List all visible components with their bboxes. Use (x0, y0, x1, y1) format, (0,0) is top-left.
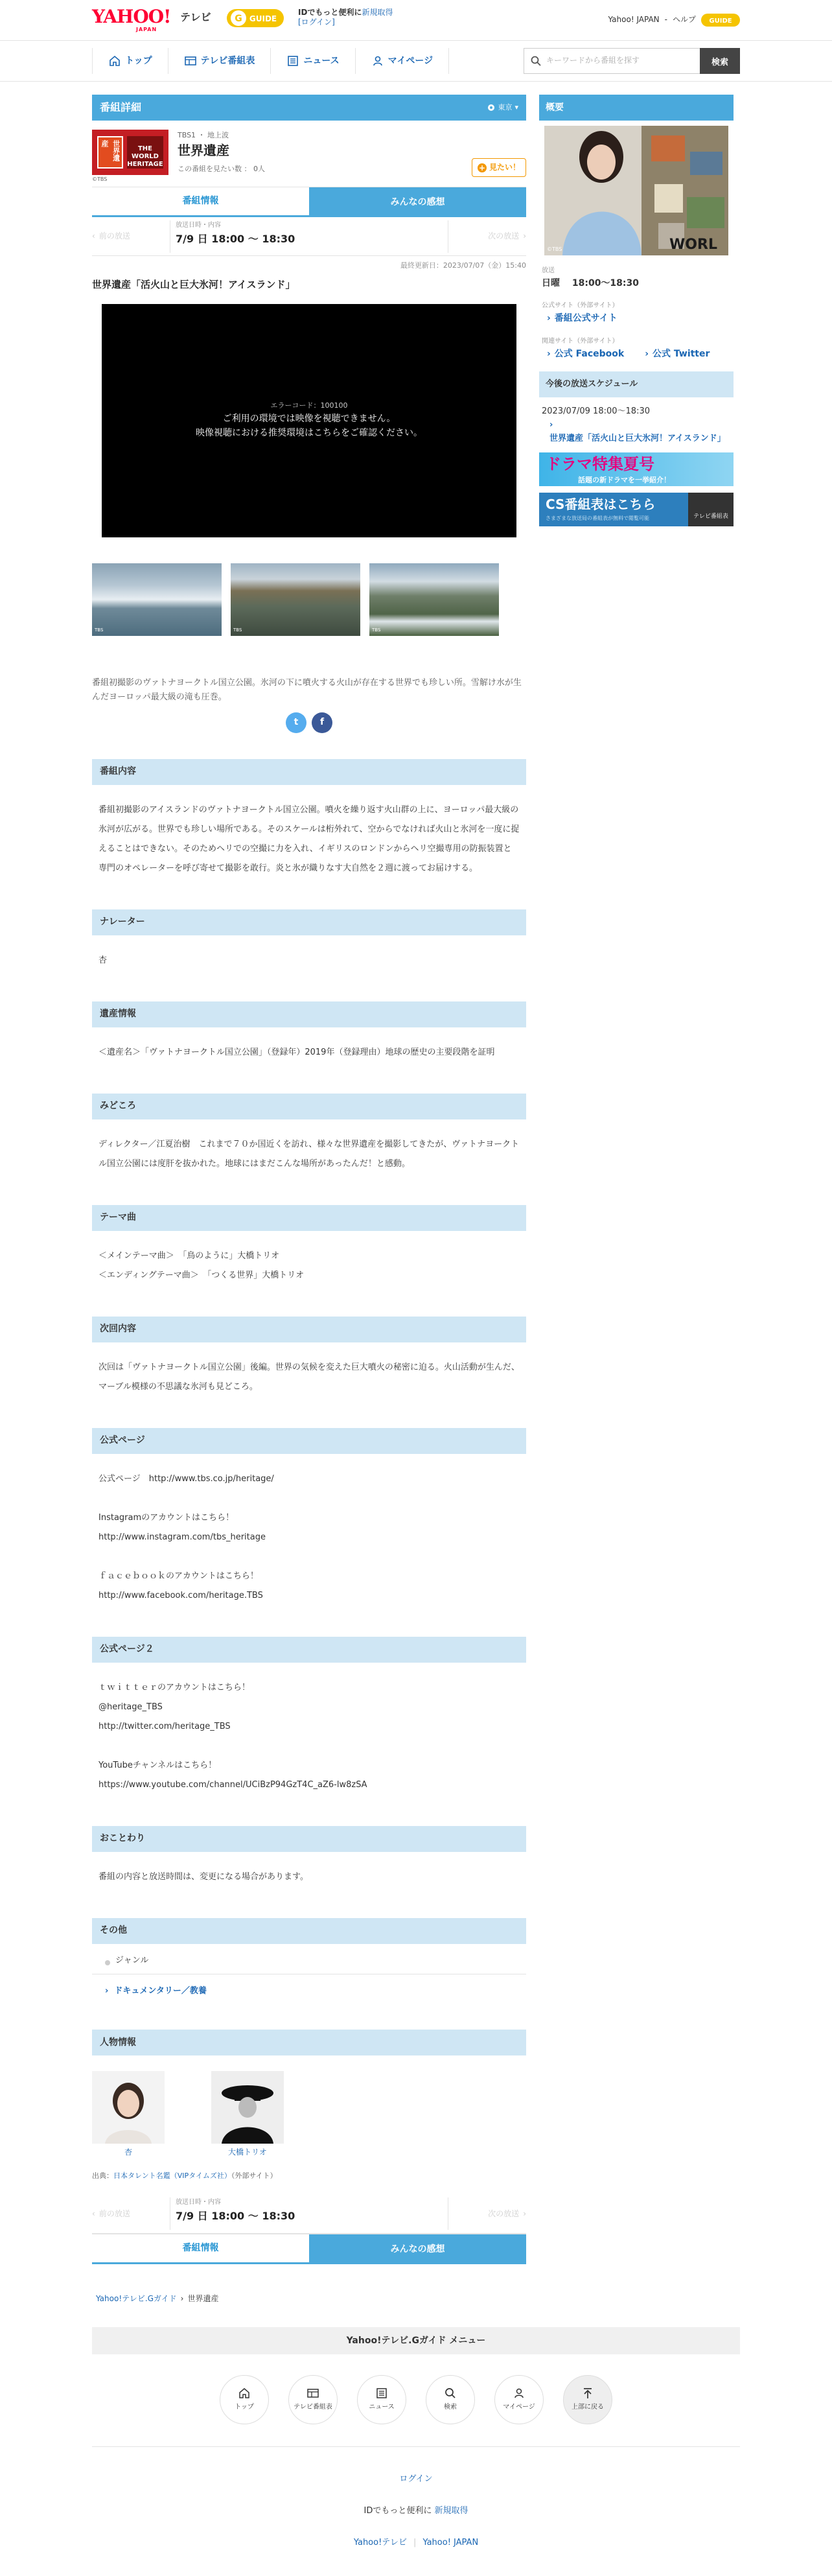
people-list (92, 2071, 526, 2159)
footer-menu-news[interactable]: ニュース (357, 2375, 406, 2424)
footer-menu (92, 2375, 740, 2424)
photo-copyright: ©TBS (547, 246, 562, 253)
banner-title: ドラマ特集夏号 (546, 454, 654, 473)
program-tabs (92, 187, 526, 217)
search-input[interactable] (524, 48, 700, 74)
id-promo (298, 8, 393, 27)
player-error-line2[interactable]: 映像視聴における推奨環境はこちらをご確認ください。 (196, 428, 422, 439)
footer-yahoo-japan-link[interactable]: Yahoo! JAPAN (422, 2537, 479, 2547)
tab-program-info[interactable]: 番組情報 (92, 2234, 309, 2264)
detail-heading: 公式ページ２ (92, 1637, 526, 1663)
person-portrait (92, 2071, 165, 2144)
photo-waterfall[interactable] (369, 563, 499, 636)
footer-login-link[interactable]: ログイン (399, 2474, 433, 2485)
svg-text:G: G (235, 14, 242, 24)
footer-signup-link[interactable]: 新規取得 (434, 2505, 468, 2516)
separator: - (664, 15, 667, 25)
svg-text:WORL: WORL (669, 237, 717, 253)
tv-schedule-icon (306, 2387, 319, 2400)
nav-label: トップ (125, 55, 152, 66)
person-name[interactable]: 大橋トリオ (228, 2148, 267, 2157)
photo-gallery (92, 563, 526, 636)
detail-body: ディレクター／江夏治樹 これまで７０か国近くを訪れ、様々な世界遺産を撮影してきたが、ヴァトナヨークトル国立公園には度肝を抜かれた。地球にはまだこんな場所があったんだ！と感動。 (98, 1139, 520, 1169)
footer-separator: | (413, 2537, 417, 2547)
source-suffix: （外部サイト） (231, 2172, 277, 2181)
sidebar-heading: 概要 (539, 95, 734, 121)
last-updated: 最終更新日：2023/07/07（金）15:40 (400, 261, 526, 270)
section-title: 番組詳細 (100, 101, 142, 114)
search-icon (444, 2387, 457, 2400)
prev-label: 前の放送 (98, 231, 130, 240)
news-icon (286, 54, 299, 67)
next-broadcast[interactable] (448, 2208, 526, 2220)
nav-mypage[interactable] (356, 48, 449, 74)
cs-schedule-banner[interactable] (539, 493, 734, 526)
source-link[interactable]: 日本タレント名鑑（VIPタイムズ社） (113, 2172, 231, 2181)
thumb-text: THE WORLD HERITAGE (127, 136, 163, 169)
program-thumbnail (92, 130, 168, 183)
date-main: 7/9 日 18:00 〜 18:30 (176, 232, 295, 245)
player-error-code: エラーコード：100100 (270, 401, 348, 410)
facebook-share-button[interactable]: f (312, 712, 332, 733)
person-photo (92, 2071, 165, 2144)
detail-body: ＜メインテーマ曲＞ 「鳥のように」大橋トリオ ＜エンディングテーマ曲＞ 「つくる世界」大橋トリオ (98, 1250, 305, 1280)
prev-broadcast[interactable] (92, 230, 170, 242)
schedule-entry (539, 397, 734, 445)
detail-heading: 公式ページ (92, 1428, 526, 1454)
header-links (608, 12, 741, 29)
footer-menu-mypage[interactable]: マイページ (494, 2375, 544, 2424)
other-heading: その他 (92, 1918, 526, 1944)
tv-schedule-icon (184, 54, 197, 67)
footer-id-text: IDでもっと便利に (364, 2505, 432, 2516)
arrow-up-icon (581, 2387, 594, 2400)
detail-body: 番組初撮影のアイスランドのヴァトナヨークトル国立公園。噴火を繰り返す火山群の上に、ヨーロッパ最大級の氷河が広がる。世界でも珍しい場所である。そのスケールは桁外れて、空からでなければ火山と氷河を一度に捉えることはできない。そのためヘリでの空撮に力を入れ、イギリスのロンドンからヘリ空撮専用の防振装置と専門のオペレーターを呼び寄せて撮影を敢行。炎と氷が織りなす大自然を２週に渡ってお届けする。 (98, 804, 520, 873)
breadcrumb (92, 2293, 740, 2305)
nav-news[interactable] (271, 48, 355, 74)
detail-heading: 次回内容 (92, 1317, 526, 1342)
detail-heading: ナレーター (92, 909, 526, 935)
detail-heading: おことわり (92, 1826, 526, 1852)
video-player[interactable] (102, 304, 516, 537)
yahoo-logo[interactable]: YAHOO! (92, 6, 171, 27)
people-heading: 人物情報 (92, 2030, 526, 2055)
related-site-label: 関連サイト（外部サイト） (542, 337, 619, 345)
twitter-share-button[interactable]: t (286, 712, 306, 733)
footer-menu-search[interactable]: 検索 (426, 2375, 475, 2424)
next-broadcast[interactable] (448, 230, 526, 242)
g-guide-mark[interactable] (701, 12, 740, 29)
broadcast-date-bar-bottom (92, 2195, 526, 2234)
source-prefix: 出典： (92, 2172, 113, 2181)
broadcast-value: 日曜 18:00〜18:30 (542, 278, 640, 288)
banner-title: CS番組表はこちら (546, 496, 656, 512)
drama-banner[interactable] (539, 452, 734, 486)
user-icon (513, 2387, 526, 2400)
yahoo-japan-link[interactable]: Yahoo! JAPAN (608, 15, 660, 25)
breadcrumb-home[interactable]: Yahoo!テレビ.Gガイド (96, 2293, 177, 2303)
chevron-right-icon: › (523, 2208, 526, 2218)
date-small-label: 放送日時・内容 (176, 2199, 221, 2207)
chevron-right-icon: › (547, 348, 551, 359)
prev-broadcast[interactable] (92, 2208, 170, 2220)
chevron-right-icon: › (549, 419, 553, 430)
genre-link[interactable]: › ドキュメンタリー／教養 (105, 1986, 207, 1996)
want-label: 見たい！ (489, 163, 520, 172)
search-form (524, 48, 740, 74)
gear-icon (487, 104, 495, 111)
program-summary (92, 121, 526, 181)
chevron-right-icon: › (645, 348, 649, 359)
nav-label: マイページ (387, 55, 433, 66)
nav-tv-schedule[interactable] (168, 48, 272, 74)
detail-body: 公式ページ http://www.tbs.co.jp/heritage/ Instagramのアカウントはこちら！ http://www.instagram.com/tbs_heritage ｆａｃｅｂｏｏｋのアカウントはこちら！ http://www.facebook.com/heritage.TBS (98, 1473, 274, 1600)
tv-logo[interactable]: テレビ (180, 11, 211, 23)
site-footer (92, 2446, 740, 2557)
date-small-label: 放送日時・内容 (176, 221, 221, 229)
program-title: 世界遺産 (178, 142, 229, 158)
search-icon (531, 56, 541, 66)
breadcrumb-current: 世界遺産 (187, 2293, 219, 2303)
want-button[interactable] (472, 158, 526, 177)
detail-heading: 番組内容 (92, 759, 526, 785)
home-icon (108, 54, 121, 67)
g-guide-logo[interactable] (227, 8, 284, 29)
chevron-right-icon: › (523, 231, 526, 240)
prev-label: 前の放送 (98, 2208, 130, 2218)
episode-title: 世界遺産「活火山と巨大氷河！アイスランド」 (92, 278, 295, 290)
photo-river[interactable] (231, 563, 360, 636)
news-icon (375, 2387, 388, 2400)
twitter-link[interactable]: › 公式 Twitter (637, 347, 710, 361)
official-site-link[interactable]: › 番組公式サイト (539, 311, 734, 325)
chevron-left-icon: ‹ (92, 231, 95, 240)
breadcrumb-separator: › (180, 2293, 184, 2303)
region-selector[interactable] (487, 102, 518, 113)
main-nav (0, 40, 832, 82)
person-photo (211, 2071, 284, 2144)
main-content (92, 95, 740, 2264)
nav-label: テレビ番組表 (200, 55, 255, 66)
tab-comments[interactable]: みんなの感想 (309, 2234, 526, 2264)
detail-body: ｔｗｉｔｔｅｒのアカウントはこちら！ @heritage_TBS http://twitter.com/heritage_TBS YouTubeチャンネルはこちら！ https://www.youtube.com/channel/UCiBzP94GzT4C_aZ6-lw8zSA (98, 1682, 367, 1790)
detail-heading: テーマ曲 (92, 1205, 526, 1231)
banner-subtitle: さまざまな放送局の番組表が無料で閲覧可能 (546, 515, 649, 521)
person-portrait (211, 2071, 284, 2144)
next-label: 次の放送 (488, 231, 520, 240)
official-site-label: 公式サイト（外部サイト） (542, 302, 619, 310)
next-label: 次の放送 (488, 2208, 520, 2218)
photo-copyright: TBS (372, 627, 381, 633)
help-link[interactable]: ヘルプ (672, 15, 696, 25)
chevron-right-icon: › (105, 1986, 109, 1996)
detail-body: 番組の内容と放送時間は、変更になる場合があります。 (98, 1871, 308, 1882)
thumb-logo: 世界遺産 (97, 136, 123, 169)
search-placeholder: キーワードから番組を探す (546, 56, 640, 65)
facebook-link[interactable]: › 公式 Facebook (539, 347, 624, 361)
schedule-heading: 今後の放送スケジュール (539, 371, 734, 397)
detail-heading: 遺産情報 (92, 1001, 526, 1027)
tab-program-info[interactable]: 番組情報 (92, 187, 309, 217)
person-card[interactable] (211, 2071, 284, 2159)
detail-body: 杏 (98, 955, 108, 965)
detail-body: ＜遺産名＞「ヴァトナヨークトル国立公園」（登録年）2019年（登録理由）地球の歴史の主要段階を証明 (98, 1047, 495, 1057)
footer-yahoo-tv-link[interactable]: Yahoo!テレビ (353, 2537, 408, 2547)
svg-text:GUIDE: GUIDE (249, 14, 277, 23)
footer-menu-back-to-top[interactable]: 上部に戻る (563, 2375, 612, 2424)
program-intro: 番組初撮影のヴァトナヨークトル国立公園。氷河の下に噴火する火山が存在する世界でも珍しい所。雪解け水が生んだヨーロッパ最大級の滝も圧巻。 (92, 677, 522, 702)
channel-label: TBS1 ・ 地上波 (178, 131, 229, 139)
footer-menu-tv-schedule[interactable]: テレビ番組表 (288, 2375, 338, 2424)
player-error-line1: ご利用の環境では映像を視聴できません。 (222, 414, 396, 424)
share-buttons (92, 712, 526, 733)
chevron-right-icon: › (547, 313, 551, 324)
broadcast-date-bar (92, 217, 526, 256)
person-name[interactable]: 杏 (124, 2148, 132, 2157)
signup-link[interactable]: 新規取得 (362, 8, 393, 17)
footer-menu-heading: Yahoo!テレビ.Gガイド メニュー (92, 2327, 740, 2354)
nav-top[interactable] (92, 48, 168, 74)
photo-copyright: TBS (95, 627, 104, 633)
broadcast-date (170, 2197, 448, 2230)
site-header (92, 0, 740, 40)
footer-menu-top[interactable]: トップ (220, 2375, 269, 2424)
banner-subtitle: 話題の新ドラマを一挙紹介！ (578, 475, 671, 484)
thumb-copyright: ©TBS (92, 176, 108, 183)
date-main: 7/9 日 18:00 〜 18:30 (176, 2210, 295, 2223)
chevron-down-icon: ▾ (514, 103, 518, 112)
search-button[interactable]: 検索 (700, 48, 740, 74)
broadcast-label: 放送 (542, 267, 555, 274)
region-label: 東京 (498, 103, 513, 112)
user-icon (371, 54, 384, 67)
related-links (539, 347, 734, 361)
sidebar-photo (544, 126, 728, 255)
banner-tag: テレビ番組表 (688, 493, 734, 526)
chevron-left-icon: ‹ (92, 2208, 95, 2218)
photo-copyright: TBS (233, 627, 242, 633)
genre-label: ジャンル (92, 1944, 526, 1975)
left-column (92, 95, 526, 2264)
plus-icon: + (478, 163, 486, 172)
schedule-title-link[interactable]: › 世界遺産「活火山と巨大氷河！アイスランド」 (549, 419, 726, 443)
home-icon (238, 2387, 251, 2400)
svg-text:GUIDE: GUIDE (709, 18, 732, 25)
japan-logo: JAPAN (136, 27, 157, 32)
detail-body: 次回は「ヴァトナヨークトル国立公園」後編。世界の気候を変えた巨大噴火の秘密に迫る。火山活動が生んだ、マーブル模様の不思議な氷河も見どころ。 (98, 1362, 520, 1392)
want-count: この番組を見たい数 ： 0人 (178, 164, 265, 173)
promo-text: IDでもっと便利に (298, 8, 362, 17)
login-link[interactable]: [ログイン] (298, 18, 335, 27)
program-tabs-bottom (92, 2234, 526, 2264)
schedule-date: 2023/07/09 18:00〜18:30 (542, 406, 650, 417)
program-detail-header (92, 95, 526, 121)
photo-glacier[interactable] (92, 563, 222, 636)
tab-comments[interactable]: みんなの感想 (309, 187, 526, 217)
people-source (92, 2170, 526, 2182)
nav-label: ニュース (303, 55, 340, 66)
program-details (92, 759, 526, 2182)
person-card[interactable] (92, 2071, 165, 2159)
broadcast-date (170, 220, 448, 253)
right-sidebar (539, 95, 734, 2264)
detail-heading: みどころ (92, 1094, 526, 1119)
narrator-photo (544, 126, 728, 255)
